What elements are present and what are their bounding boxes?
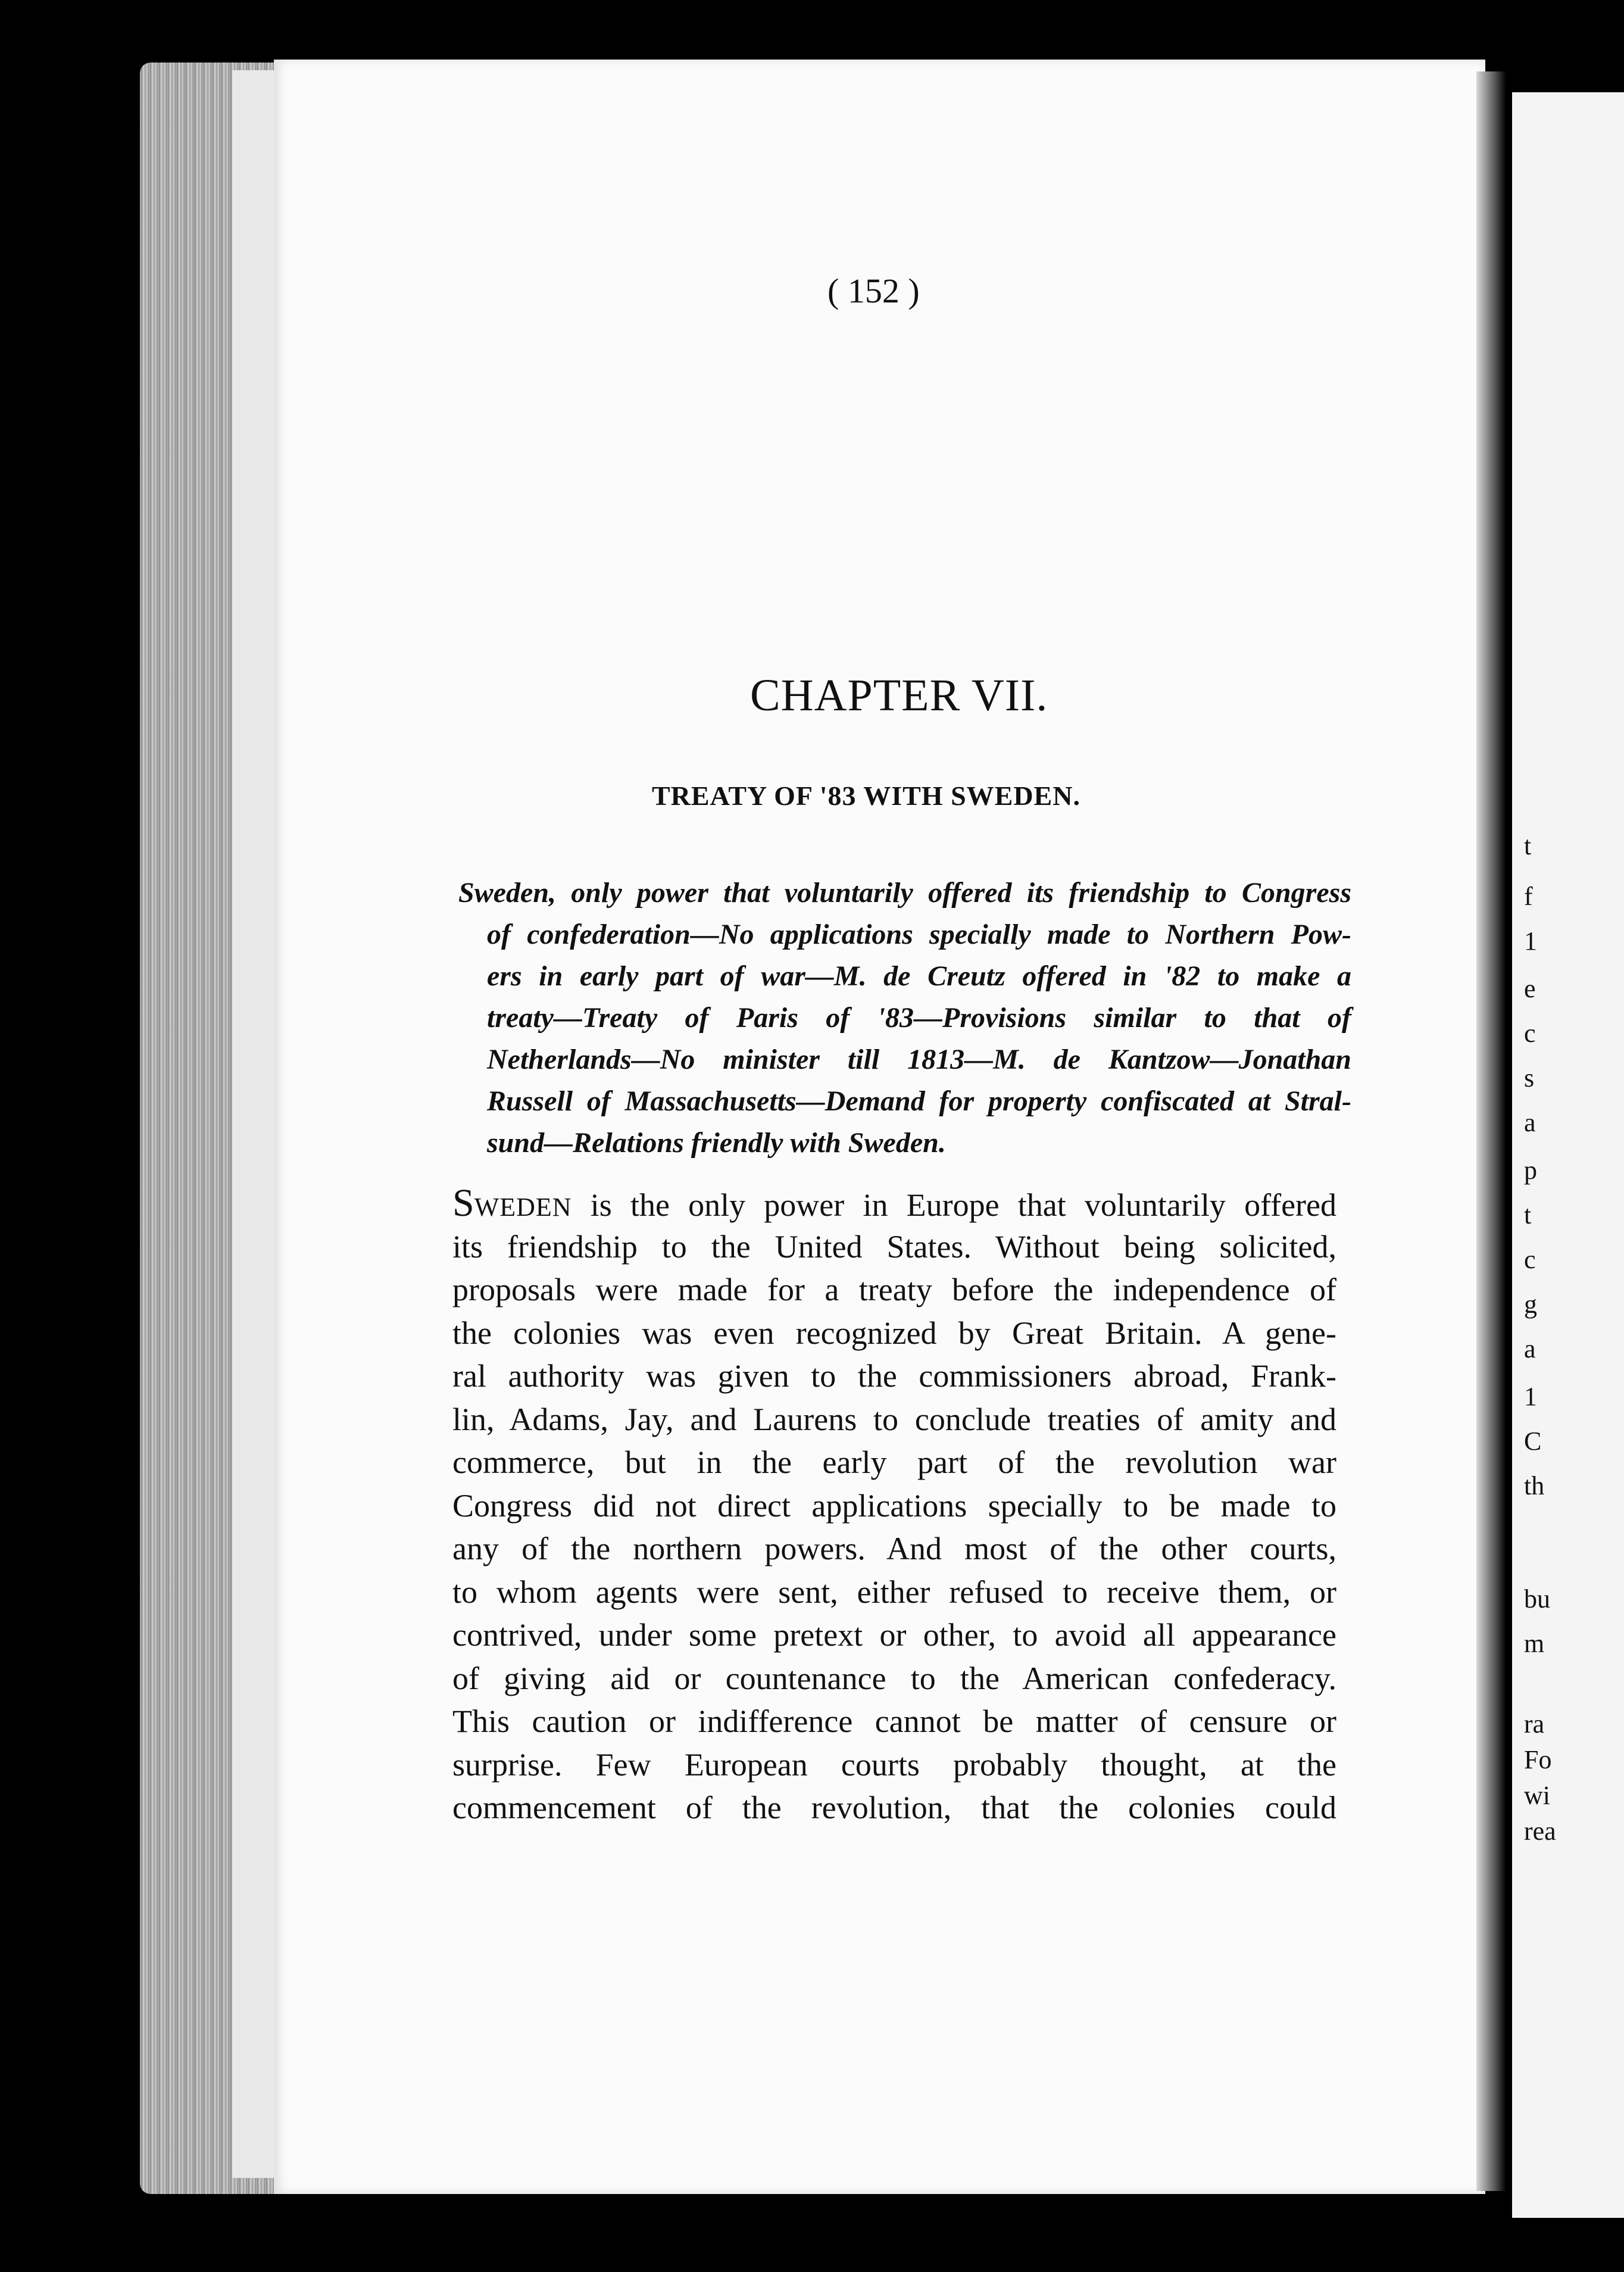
body-line: commerce, but in the early part of the revolution war (452, 1444, 1336, 1480)
adjacent-page-fragment: Fo (1524, 1745, 1552, 1774)
adjacent-page-fragment: g (1524, 1290, 1537, 1319)
page-gutter (232, 70, 280, 2178)
body-paragraph (452, 1182, 1336, 1830)
body-line: contrived, under some pretext or other, to avoid all appearance (452, 1617, 1336, 1653)
body-line: the colonies was even recognized by Great Britain. A gene- (452, 1315, 1336, 1351)
page-number: ( 152 ) (827, 271, 920, 310)
body-line: to whom agents were sent, either refused to receive them, or (452, 1574, 1336, 1610)
summary-line: of confederation—No applications specially made to Northern Pow- (487, 919, 1351, 950)
adjacent-page-fragment: e (1524, 974, 1536, 1003)
small-caps-word: WEDEN (474, 1193, 572, 1222)
chapter-title: CHAPTER VII. (750, 670, 1048, 720)
body-line: of giving aid or countenance to the American confederacy. (452, 1660, 1336, 1696)
body-line-text: is the only power in Europe that voluntarily offered (571, 1187, 1336, 1223)
adjacent-page (1512, 92, 1624, 2218)
adjacent-page-fragment: p (1524, 1156, 1537, 1185)
summary-line: Russell of Massachusetts—Demand for property confiscated at Stral- (487, 1085, 1351, 1117)
adjacent-page-fragment: c (1524, 1019, 1536, 1048)
section-title: TREATY OF '83 WITH SWEDEN. (652, 781, 1080, 811)
summary-line: treaty—Treaty of Paris of '83—Provisions similar to that of (487, 1002, 1351, 1034)
adjacent-page-fragment: th (1524, 1471, 1545, 1500)
adjacent-page-fragment: ra (1524, 1709, 1545, 1739)
body-line: commencement of the revolution, that the colonies could (452, 1790, 1336, 1825)
body-line: its friendship to the United States. Without being solicited, (452, 1228, 1336, 1265)
body-line (452, 1182, 1336, 1225)
adjacent-page-fragment: C (1524, 1427, 1542, 1456)
summary-line: Sweden, only power that voluntarily offered its friendship to Congress (458, 877, 1351, 909)
adjacent-page-fragment: bu (1524, 1584, 1550, 1614)
adjacent-page-fragment: 1 (1524, 1382, 1537, 1411)
summary-line: Netherlands—No minister till 1813—M. de Kantzow—Jonathan (487, 1044, 1351, 1075)
adjacent-page-fragment: f (1524, 882, 1533, 911)
drop-initial: S (452, 1181, 474, 1225)
adjacent-page-fragment: t (1524, 1200, 1532, 1229)
body-line: proposals were made for a treaty before the independence of (452, 1272, 1336, 1307)
adjacent-page-fragment: s (1524, 1063, 1535, 1093)
body-line: lin, Adams, Jay, and Laurens to conclude treaties of amity and (452, 1401, 1336, 1437)
adjacent-page-fragment: a (1524, 1334, 1536, 1363)
adjacent-page-fragment: a (1524, 1108, 1536, 1137)
chapter-summary (458, 872, 1351, 1164)
summary-line: ers in early part of war—M. de Creutz offered in '82 to make a (487, 960, 1351, 992)
body-line: surprise. Few European courts probably thought, at the (452, 1746, 1336, 1783)
adjacent-page-fragment: rea (1524, 1817, 1556, 1846)
body-line: This caution or indifference cannot be matter of censure or (452, 1703, 1336, 1739)
body-line: Congress did not direct applications specially to be made to (452, 1487, 1336, 1524)
summary-line: sund—Relations friendly with Sweden. (487, 1127, 946, 1159)
adjacent-page-fragment: c (1524, 1245, 1536, 1274)
adjacent-page-fragment: 1 (1524, 926, 1537, 956)
page-fold-shadow (1476, 71, 1506, 2191)
body-line: any of the northern powers. And most of the other courts, (452, 1531, 1336, 1566)
adjacent-page-fragment: m (1524, 1629, 1545, 1658)
body-line: ral authority was given to the commissioners abroad, Frank- (452, 1358, 1336, 1394)
adjacent-page-fragment: t (1524, 831, 1532, 860)
adjacent-page-fragment: wi (1524, 1781, 1550, 1810)
